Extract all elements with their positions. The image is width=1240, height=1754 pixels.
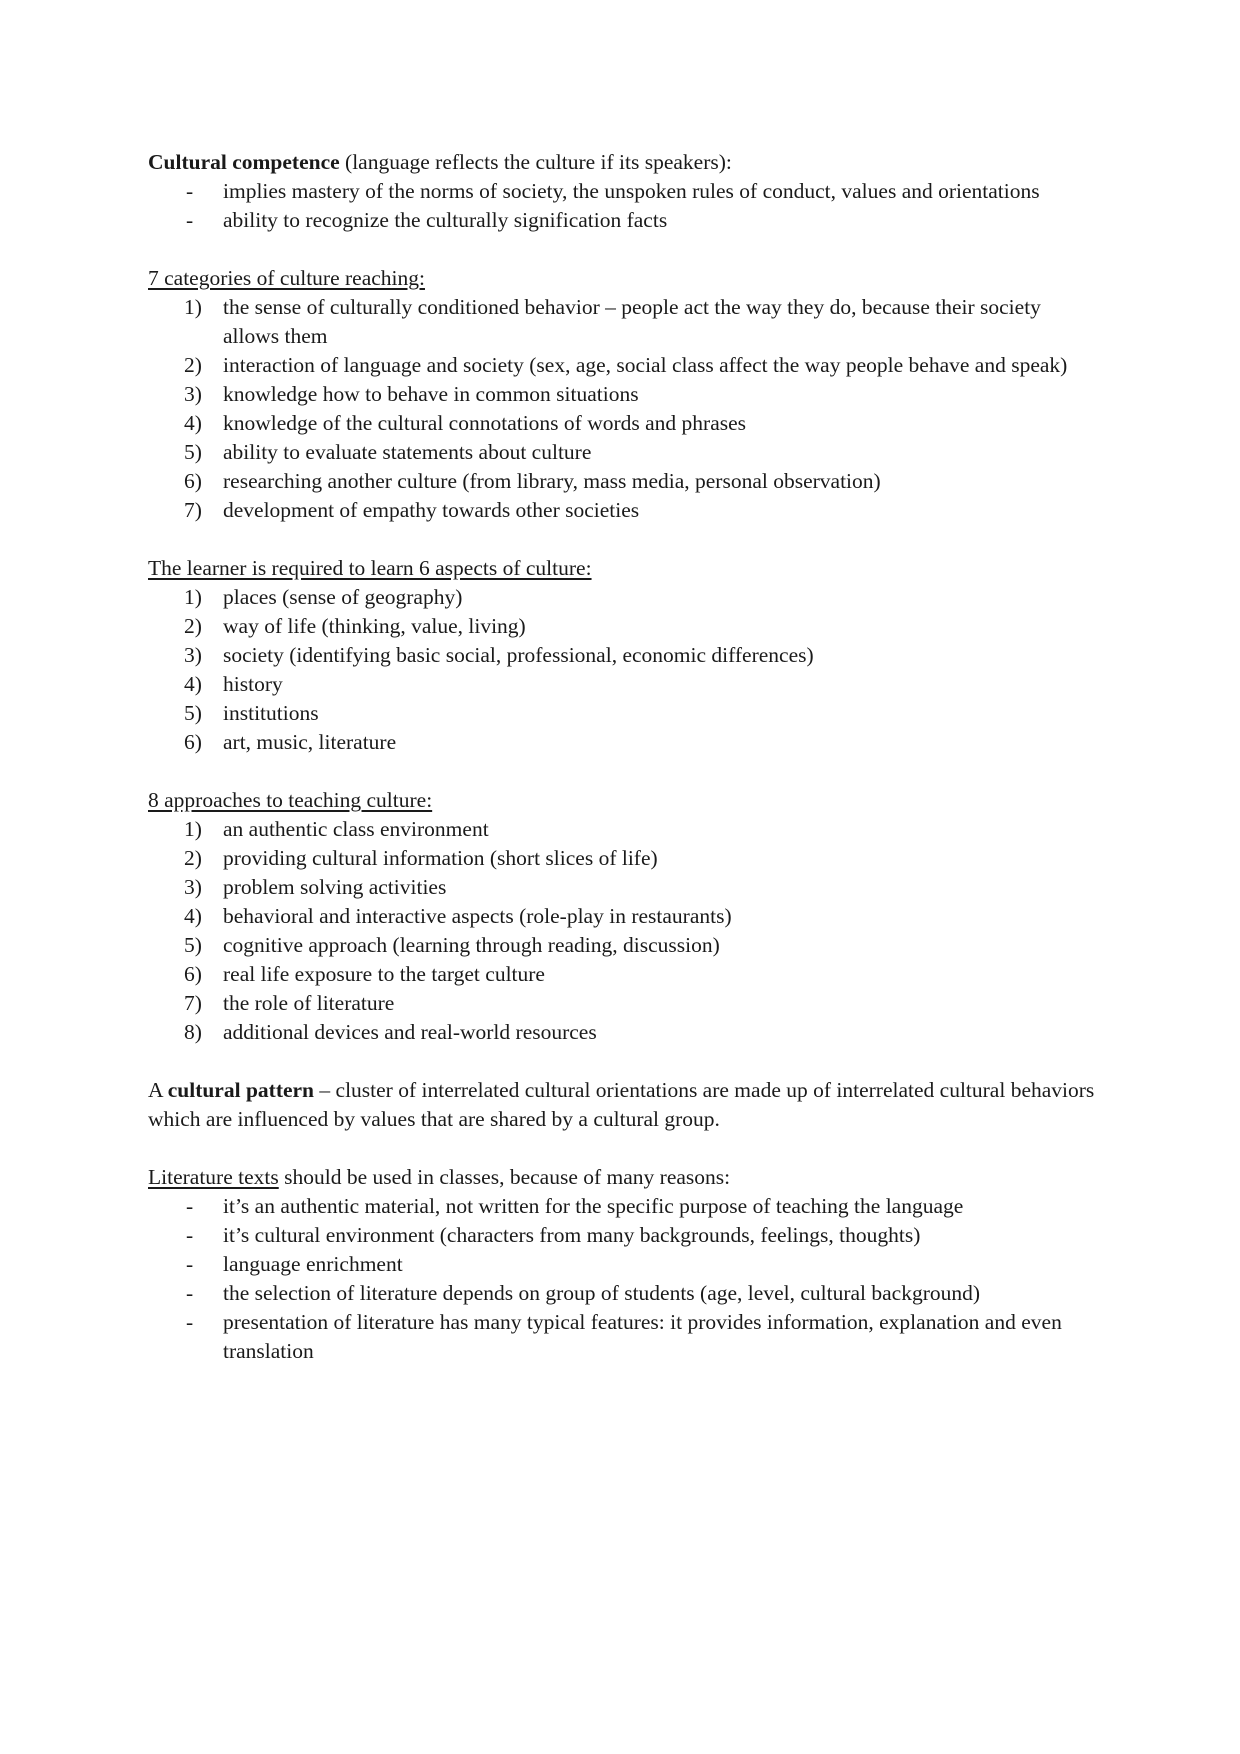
- item-number: 3): [184, 382, 202, 406]
- item-text: behavioral and interactive aspects (role-play in restaurants): [223, 904, 732, 928]
- item-number: 3): [184, 643, 202, 667]
- cultural-pattern-definition: – cluster of interrelated cultural orientations are made up of interrelated cultural behaviors which are influenced by values that are shared by a cultural group.: [148, 1078, 1095, 1131]
- item-number: 4): [184, 904, 202, 928]
- item-number: 5): [184, 440, 202, 464]
- list-item: [148, 438, 1098, 467]
- aspects-heading: The learner is required to learn 6 aspects of culture:: [148, 556, 592, 580]
- item-number: 7): [184, 991, 202, 1015]
- cultural-competence-paragraph: [148, 148, 1098, 177]
- list-item: [148, 409, 1098, 438]
- item-text: knowledge of the cultural connotations of words and phrases: [223, 411, 747, 435]
- list-item: [148, 351, 1098, 380]
- item-text: interaction of language and society (sex, age, social class affect the way people behave and speak): [223, 353, 1068, 377]
- literature-heading-rest: should be used in classes, because of many reasons:: [278, 1165, 731, 1189]
- item-number: 1): [184, 585, 202, 609]
- cultural-pattern-prefix: A: [148, 1078, 168, 1102]
- item-number: 2): [184, 846, 202, 870]
- item-text: places (sense of geography): [223, 585, 463, 609]
- item-text: society (identifying basic social, professional, economic differences): [223, 643, 814, 667]
- literature-heading: Literature texts: [148, 1165, 279, 1189]
- item-text: institutions: [223, 701, 319, 725]
- cultural-pattern-term: cultural pattern: [167, 1078, 315, 1102]
- item-number: 5): [184, 701, 202, 725]
- list-item: [148, 960, 1098, 989]
- list-item: [148, 1018, 1098, 1047]
- literature-paragraph: [148, 1163, 1098, 1192]
- list-item: [148, 699, 1098, 728]
- item-text: real life exposure to the target culture: [223, 962, 545, 986]
- item-text: the role of literature: [223, 991, 395, 1015]
- approaches-list: [148, 815, 1098, 1047]
- list-item: - implies mastery of the norms of society, the unspoken rules of conduct, values and orientations: [148, 177, 1098, 206]
- cultural-competence-list: [148, 177, 1098, 235]
- cultural-competence-definition: (language reflects the culture if its speakers):: [339, 150, 732, 174]
- approaches-heading: 8 approaches to teaching culture:: [148, 788, 433, 812]
- list-item: [148, 496, 1098, 525]
- list-item: [148, 293, 1098, 351]
- list-item: - presentation of literature has many typical features: it provides information, explanation and even translation: [148, 1308, 1098, 1366]
- list-item: [148, 612, 1098, 641]
- list-item: [148, 380, 1098, 409]
- item-text: art, music, literature: [223, 730, 397, 754]
- item-number: 2): [184, 353, 202, 377]
- item-text: way of life (thinking, value, living): [223, 614, 526, 638]
- list-item: [148, 902, 1098, 931]
- item-number: 1): [184, 295, 202, 319]
- item-text: development of empathy towards other societies: [223, 498, 640, 522]
- item-number: 6): [184, 962, 202, 986]
- item-number: 2): [184, 614, 202, 638]
- item-text: additional devices and real-world resources: [223, 1020, 597, 1044]
- item-number: 4): [184, 411, 202, 435]
- item-text: cognitive approach (learning through reading, discussion): [223, 933, 720, 957]
- item-text: providing cultural information (short slices of life): [223, 846, 658, 870]
- list-item: - it’s cultural environment (characters from many backgrounds, feelings, thoughts): [148, 1221, 1098, 1250]
- item-number: 3): [184, 875, 202, 899]
- categories-list: [148, 293, 1098, 525]
- list-item: [148, 467, 1098, 496]
- list-item: [148, 641, 1098, 670]
- item-text: knowledge how to behave in common situations: [223, 382, 639, 406]
- item-text: problem solving activities: [223, 875, 447, 899]
- literature-list: [148, 1192, 1098, 1366]
- aspects-list: [148, 583, 1098, 757]
- item-text: researching another culture (from library, mass media, personal observation): [223, 469, 881, 493]
- item-number: 6): [184, 730, 202, 754]
- item-number: 8): [184, 1020, 202, 1044]
- item-text: the sense of culturally conditioned behavior – people act the way they do, because their society allows them: [223, 295, 1041, 348]
- list-item: - ability to recognize the culturally signification facts: [148, 206, 1098, 235]
- categories-heading: 7 categories of culture reaching:: [148, 266, 425, 290]
- list-item: [148, 844, 1098, 873]
- list-item: [148, 815, 1098, 844]
- list-item: [148, 728, 1098, 757]
- cultural-pattern-paragraph: [148, 1076, 1098, 1134]
- list-item: - language enrichment: [148, 1250, 1098, 1279]
- cultural-competence-term: Cultural competence: [148, 150, 340, 174]
- item-text: an authentic class environment: [223, 817, 489, 841]
- item-number: 5): [184, 933, 202, 957]
- list-item: - it’s an authentic material, not written for the specific purpose of teaching the language: [148, 1192, 1098, 1221]
- item-text: history: [223, 672, 283, 696]
- list-item: [148, 583, 1098, 612]
- document-body: [148, 148, 1098, 1366]
- item-number: 6): [184, 469, 202, 493]
- item-number: 4): [184, 672, 202, 696]
- list-item: [148, 873, 1098, 902]
- list-item: [148, 989, 1098, 1018]
- list-item: - the selection of literature depends on group of students (age, level, cultural background): [148, 1279, 1098, 1308]
- item-number: 7): [184, 498, 202, 522]
- list-item: [148, 670, 1098, 699]
- list-item: [148, 931, 1098, 960]
- item-text: ability to evaluate statements about culture: [223, 440, 592, 464]
- item-number: 1): [184, 817, 202, 841]
